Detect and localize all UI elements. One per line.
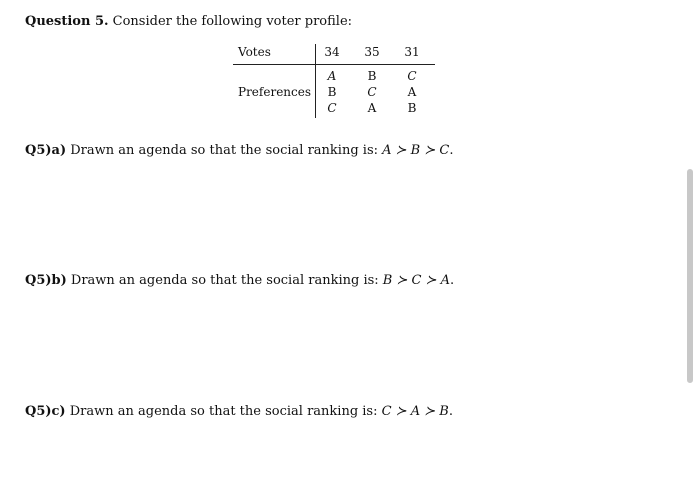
question-number: Question 5. xyxy=(25,14,109,29)
vertical-scrollbar[interactable] xyxy=(687,169,693,383)
part-c xyxy=(25,403,453,421)
part-c-label: Q5)c) xyxy=(25,404,66,419)
rank-3-3: B xyxy=(407,101,417,115)
rank-1-2: B xyxy=(327,85,337,99)
part-a xyxy=(25,142,453,160)
part-a-text: Drawn an agenda so that the social ranking is: xyxy=(66,143,383,158)
rank-2-2: C xyxy=(367,85,377,99)
table-column-rule xyxy=(315,44,316,118)
part-a-ranking: A ≻ B ≻ C xyxy=(382,143,450,158)
rank-3-1: C xyxy=(407,69,417,83)
table-header-rule xyxy=(233,64,435,65)
rank-1-1: A xyxy=(327,69,337,83)
question-heading xyxy=(25,13,352,31)
part-c-ranking: C ≻ A ≻ B xyxy=(381,404,449,419)
part-b-ranking: B ≻ C ≻ A xyxy=(382,273,450,288)
part-a-end: . xyxy=(449,143,454,158)
preferences-label: Preferences xyxy=(238,85,312,99)
rank-2-3: A xyxy=(367,101,377,115)
part-b xyxy=(25,272,454,290)
rank-1-3: C xyxy=(327,101,337,115)
rank-3-2: A xyxy=(407,85,417,99)
votes-value-3: 31 xyxy=(404,45,420,59)
question-text: Consider the following voter profile: xyxy=(108,14,353,29)
part-a-label: Q5)a) xyxy=(25,143,67,158)
part-b-text: Drawn an agenda so that the social ranking is: xyxy=(66,273,383,288)
votes-value-2: 35 xyxy=(364,45,380,59)
part-b-end: . xyxy=(450,273,455,288)
rank-2-1: B xyxy=(367,69,377,83)
votes-label: Votes xyxy=(238,45,271,59)
voter-profile-table xyxy=(233,42,435,120)
part-b-label: Q5)b) xyxy=(25,273,67,288)
part-c-end: . xyxy=(448,404,453,419)
part-c-text: Drawn an agenda so that the social ranking is: xyxy=(65,404,382,419)
votes-value-1: 34 xyxy=(324,45,340,59)
